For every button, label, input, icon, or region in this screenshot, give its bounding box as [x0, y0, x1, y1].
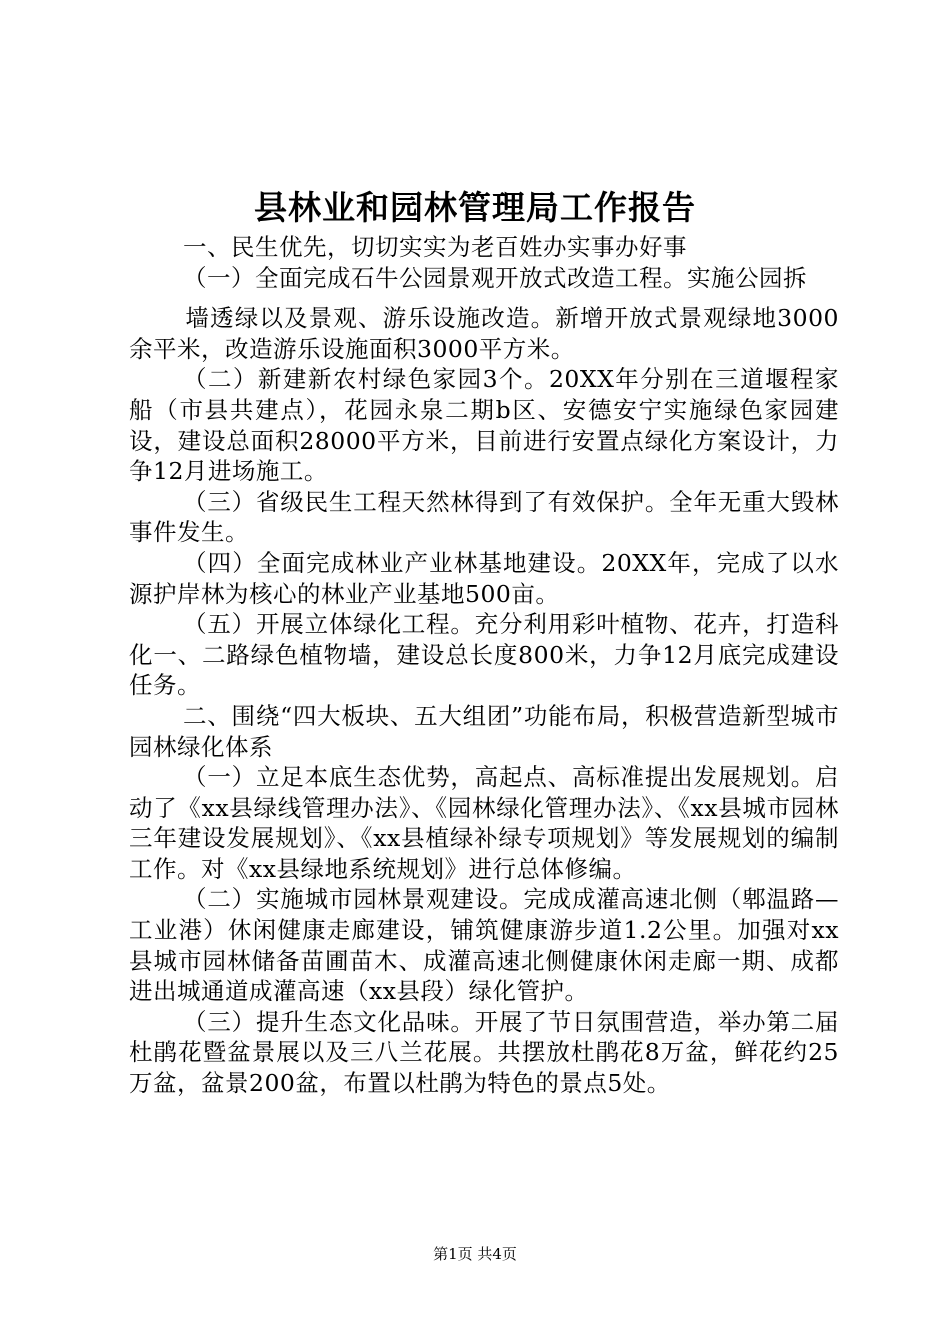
paragraph: 墙透绿以及景观、游乐设施改造。新增开放式景观绿地3000余平米，改造游乐设施面积3000平方米。: [129, 304, 839, 363]
paragraph: （三）提升生态文化品味。开展了节日氛围营造，举办第二届杜鹃花暨盆景展以及三八兰花展。共摆放杜鹃花8万盆，鲜花约25万盆，盆景200盆，布置以杜鹃为特色的景点5处。: [129, 1007, 839, 1098]
paragraph: （二）实施城市园林景观建设。完成成灌高速北侧（郫温路—工业港）休闲健康走廊建设，铺筑健康游步道1.2公里。加强对xx县城市园林储备苗圃苗木、成灌高速北侧健康休闲走廊一期、成都进出城通道成灌高速（xx县段）绿化管护。: [129, 885, 839, 1006]
section-heading-2: 二、围绕“四大板块、五大组团”功能布局，积极营造新型城市园林绿化体系: [129, 701, 839, 761]
document-body: [129, 232, 839, 1099]
section-heading-1: 一、民生优先，切切实实为老百姓办实事办好事: [183, 233, 688, 261]
paragraph: （四）全面完成林业产业林基地建设。20XX年，完成了以水源护岸林为核心的林业产业基地500亩。: [129, 548, 839, 608]
page-footer: 第1页 共4页: [433, 1245, 517, 1263]
paragraph: （一）全面完成石牛公园景观开放式改造工程。实施公园拆: [183, 263, 808, 292]
paragraph: （一）立足本底生态优势，高起点、高标准提出发展规划。启动了《xx县绿线管理办法》、《园林绿化管理办法》、《xx县城市园林三年建设发展规划》、《xx县植绿补绿专项规划》等发展规划的编制工作。对《xx县绿地系统规划》进行总体修编。: [129, 763, 839, 883]
paragraph: （二）新建新农村绿色家园3个。20XX年分别在三道堰程家船（市县共建点），花园永泉二期b区、安德安宁实施绿色家园建设，建设总面积28000平方米，目前进行安置点绿化方案设计，力争12月进场施工。: [129, 365, 839, 486]
paragraph: （三）省级民生工程天然林得到了有效保护。全年无重大毁林事件发生。: [129, 487, 839, 547]
document-title: 县林业和园林管理局工作报告: [254, 188, 696, 227]
paragraph: （五）开展立体绿化工程。充分利用彩叶植物、花卉，打造科化一、二路绿色植物墙，建设总长度800米，力争12月底完成建设任务。: [129, 610, 839, 700]
